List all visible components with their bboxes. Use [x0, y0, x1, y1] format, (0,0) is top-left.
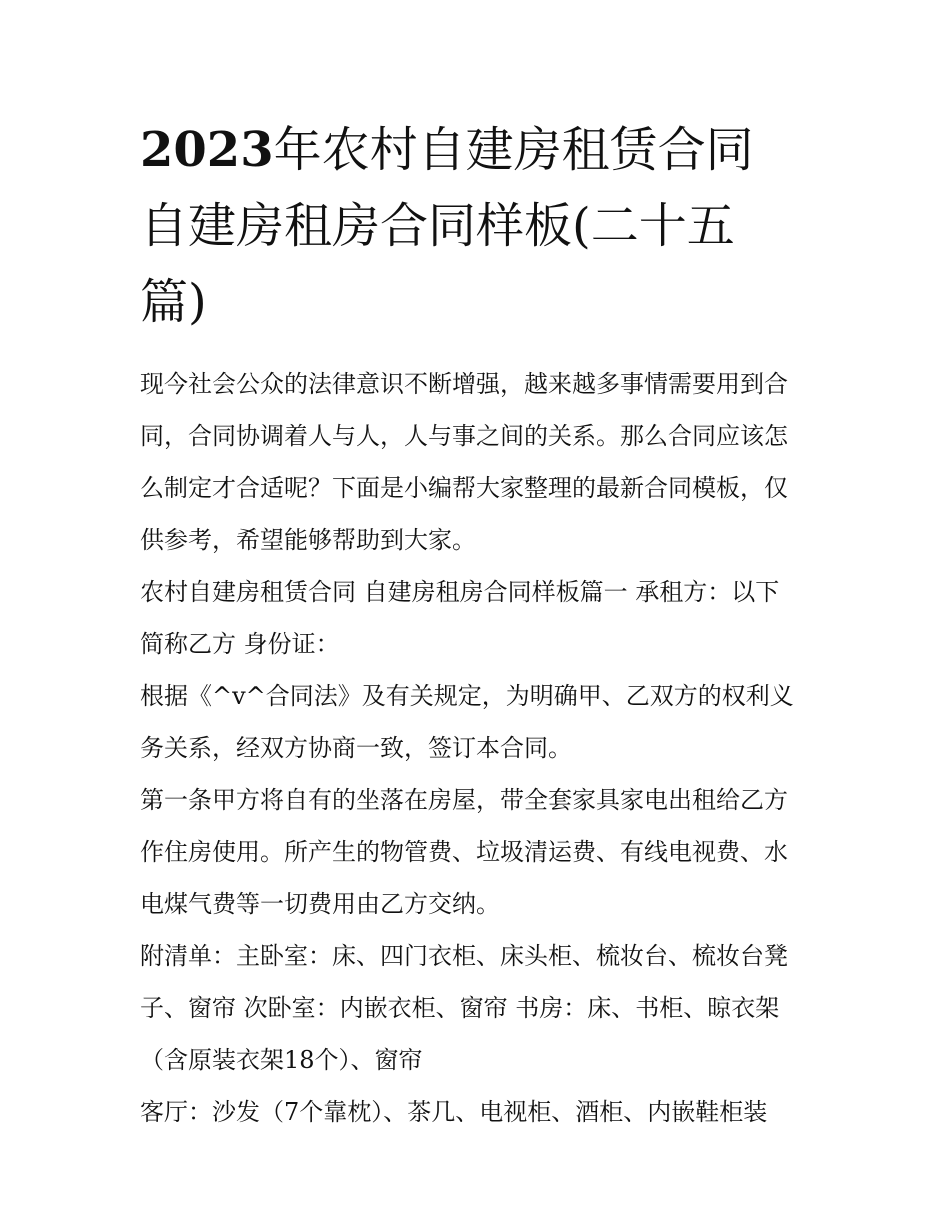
body-line: 客厅：沙发（7个靠枕）、茶几、电视柜、酒柜、内嵌鞋柜装 [140, 1098, 768, 1126]
body-line: 简称乙方 身份证： [140, 630, 340, 658]
title-line-1-text: 年农村自建房租赁合同 [273, 122, 754, 178]
body-line: 务关系，经双方协商一致，签订本合同。 [140, 734, 572, 762]
body-line: 电煤气费等一切费用由乙方交纳。 [140, 890, 500, 918]
body-line: 供参考，希望能够帮助到大家。 [140, 526, 476, 554]
title-year: 2023 [140, 122, 274, 178]
title-line-1 [140, 112, 820, 188]
body-line: 第一条甲方将自有的坐落在房屋，带全套家具家电出租给乙方 [140, 786, 788, 814]
document-body [140, 358, 820, 1138]
body-line: 农村自建房租赁合同 自建房租房合同样板篇一 承租方：以下 [140, 578, 780, 606]
body-line: 现今社会公众的法律意识不断增强，越来越多事情需要用到合 [140, 370, 788, 398]
title-line-2: 自建房租房合同样板(二十五 [140, 198, 735, 254]
body-line: 子、窗帘 次卧室：内嵌衣柜、窗帘 书房：床、书柜、晾衣架 [140, 994, 780, 1022]
body-line: 作住房使用。所产生的物管费、垃圾清运费、有线电视费、水 [140, 838, 788, 866]
body-line: （含原装衣架18个）、窗帘 [140, 1046, 423, 1074]
body-line: 根据《^v^合同法》及有关规定，为明确甲、乙双方的权利义 [140, 682, 794, 710]
document-title [140, 112, 820, 340]
body-line: 么制定才合适呢？下面是小编帮大家整理的最新合同模板，仅 [140, 474, 788, 502]
body-line: 附清单：主卧室：床、四门衣柜、床头柜、梳妆台、梳妆台凳 [140, 942, 788, 970]
body-line: 同，合同协调着人与人，人与事之间的关系。那么合同应该怎 [140, 422, 788, 450]
title-line-3: 篇) [140, 274, 207, 330]
